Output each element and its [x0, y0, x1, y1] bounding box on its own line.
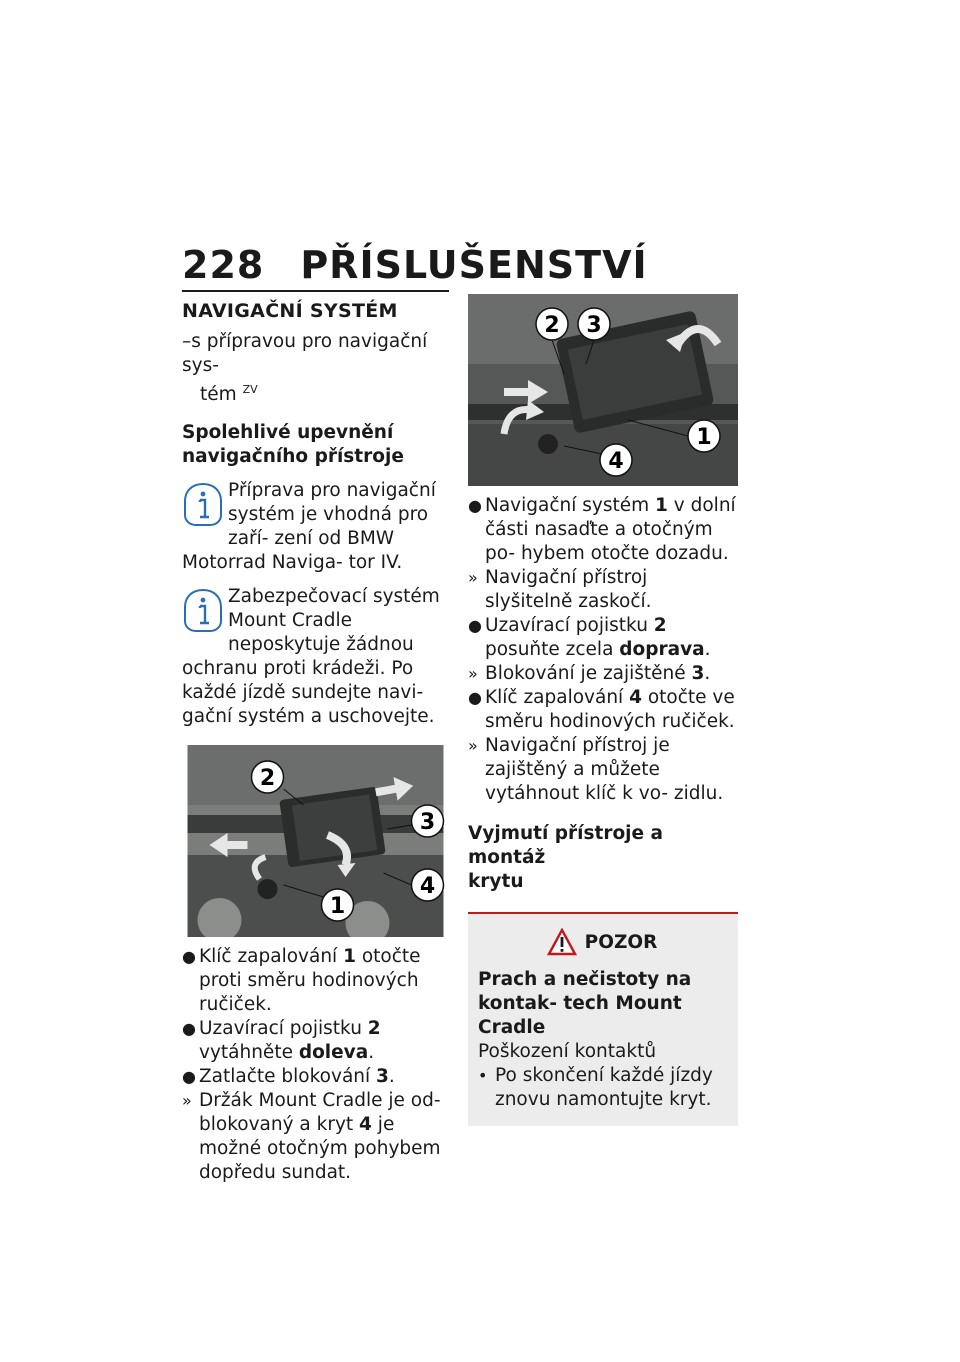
subtitle-line-2: navigačního přístroje [182, 446, 404, 468]
warning-title: Prach a nečistoty na kontak- tech Mount Cradle [478, 969, 692, 1038]
result-marker: » [468, 664, 478, 683]
cradle-photo-left [182, 745, 449, 937]
step-text: Držák Mount Cradle je od- blokovaný a kryt [199, 1090, 441, 1136]
step-item [182, 1017, 449, 1065]
note-text-1: Příprava pro navigační systém je vhodná pro zaří- zení od BMW Motorrad Naviga- tor IV. [182, 480, 436, 574]
callout-3 [578, 308, 610, 340]
step-text: . [368, 1042, 375, 1064]
step-text: Blokování je zajištěné [485, 663, 692, 684]
info-note-2 [182, 585, 449, 729]
equipment-text-1: –s přípravou pro navigační sys- [182, 331, 428, 376]
bullet-marker: ● [182, 1067, 196, 1087]
step-text: v dolní části nasaďte a otočným po- hybem otočte dozadu. [485, 495, 736, 564]
callout-1 [688, 420, 720, 452]
left-step-list [182, 945, 449, 1185]
page-header [182, 243, 648, 287]
section-title: NAVIGAČNÍ SYSTÉM [182, 290, 449, 322]
bullet-marker: ● [468, 616, 482, 635]
step-item [468, 686, 738, 734]
step-text: . [388, 1066, 395, 1088]
info-note-1 [182, 479, 449, 575]
chapter-title: PŘÍSLUŠENSTVÍ [300, 243, 648, 287]
callout-4 [412, 869, 444, 901]
step-text: Uzavírací pojistku [199, 1018, 368, 1040]
step-text: posuňte zcela [485, 639, 620, 660]
page-number: 228 [182, 243, 265, 287]
result-marker: » [468, 568, 478, 587]
callout-3 [412, 805, 444, 837]
svg-text:4: 4 [419, 874, 436, 900]
step-item [468, 662, 738, 686]
bullet-marker: ● [468, 688, 482, 707]
left-column [182, 290, 449, 1185]
callout-1 [322, 889, 354, 921]
callout-4 [600, 444, 632, 476]
warning-triangle-icon [547, 928, 577, 956]
svg-text:2: 2 [259, 766, 276, 792]
step-item [182, 1065, 449, 1089]
info-icon [182, 481, 224, 529]
equipment-text-2: tém [200, 384, 237, 406]
step-ref: 3 [376, 1066, 389, 1088]
step-item [468, 566, 738, 614]
warning-header [478, 928, 726, 956]
step-item [468, 734, 738, 806]
step-text: Navigační přístroj slyšitelně zaskočí. [485, 567, 652, 612]
equipment-line [182, 330, 449, 407]
equipment-sup: ZV [242, 383, 258, 396]
step-text: otočte ve směru hodinových ručiček. [485, 687, 735, 732]
step-text: . [704, 663, 711, 684]
callout-2 [252, 761, 284, 793]
step-text: vytáhněte [199, 1042, 299, 1064]
step-text: otočte proti směru hodinových ručiček. [199, 946, 421, 1016]
step-item [182, 1089, 449, 1185]
note-text-2: Zabezpečovací systém Mount Cradle neposkytuje žádnou ochranu proti krádeži. Po každé jízdě sundejte navi- gační systém a uschovejte. [182, 586, 440, 728]
step-text: je možné otočným pohybem dopředu sundat. [199, 1114, 441, 1184]
callout-2 [536, 308, 568, 340]
warning-box [468, 912, 738, 1126]
subtitle-removal [468, 822, 738, 894]
step-text: Klíč zapalování [199, 946, 344, 968]
step-text: Navigační přístroj je zajištěný a můžete vytáhnout klíč k vo- zidlu. [485, 735, 724, 804]
subtitle-line-1: Vyjmutí přístroje a montáž [468, 823, 663, 868]
warning-action [478, 1064, 726, 1112]
subtitle-line-1: Spolehlivé upevnění [182, 422, 394, 444]
svg-text:3: 3 [419, 810, 436, 836]
step-item [182, 945, 449, 1017]
warning-label: POZOR [584, 931, 658, 953]
svg-text:4: 4 [608, 449, 624, 474]
cradle-photo-right [468, 294, 738, 486]
step-ref: 1 [343, 946, 356, 968]
warning-cause: Poškození kontaktů [478, 1041, 657, 1062]
step-ref: 1 [655, 495, 668, 516]
step-item [468, 494, 738, 566]
subtitle-reliable-mount [182, 421, 449, 469]
result-marker: » [182, 1091, 192, 1111]
step-emph: doprava [619, 639, 705, 660]
step-ref: 4 [629, 687, 642, 708]
step-ref: 2 [653, 615, 667, 636]
bullet-marker: ● [182, 947, 196, 967]
step-ref: 3 [691, 663, 705, 684]
step-ref: 4 [359, 1114, 372, 1136]
step-text: . [704, 639, 711, 660]
info-icon [182, 587, 224, 635]
bullet-marker: ● [182, 1019, 196, 1039]
right-step-list [468, 494, 738, 806]
warning-action-text: Po skončení každé jízdy znovu namontujte kryt. [495, 1065, 713, 1110]
svg-text:3: 3 [586, 313, 602, 338]
step-emph: doleva [298, 1042, 369, 1064]
subtitle-line-2: krytu [468, 871, 524, 892]
step-ref: 2 [367, 1018, 381, 1040]
right-column [468, 290, 738, 1126]
bullet-marker: • [478, 1066, 488, 1085]
svg-text:1: 1 [696, 425, 712, 450]
svg-text:2: 2 [544, 313, 560, 338]
result-marker: » [468, 736, 478, 755]
step-text: Uzavírací pojistku [485, 615, 654, 636]
step-text: Klíč zapalování [485, 687, 630, 708]
svg-text:1: 1 [329, 894, 346, 920]
bullet-marker: ● [468, 496, 482, 515]
step-item [468, 614, 738, 662]
step-text: Zatlačte blokování [199, 1066, 377, 1088]
step-text: Navigační systém [485, 495, 656, 516]
